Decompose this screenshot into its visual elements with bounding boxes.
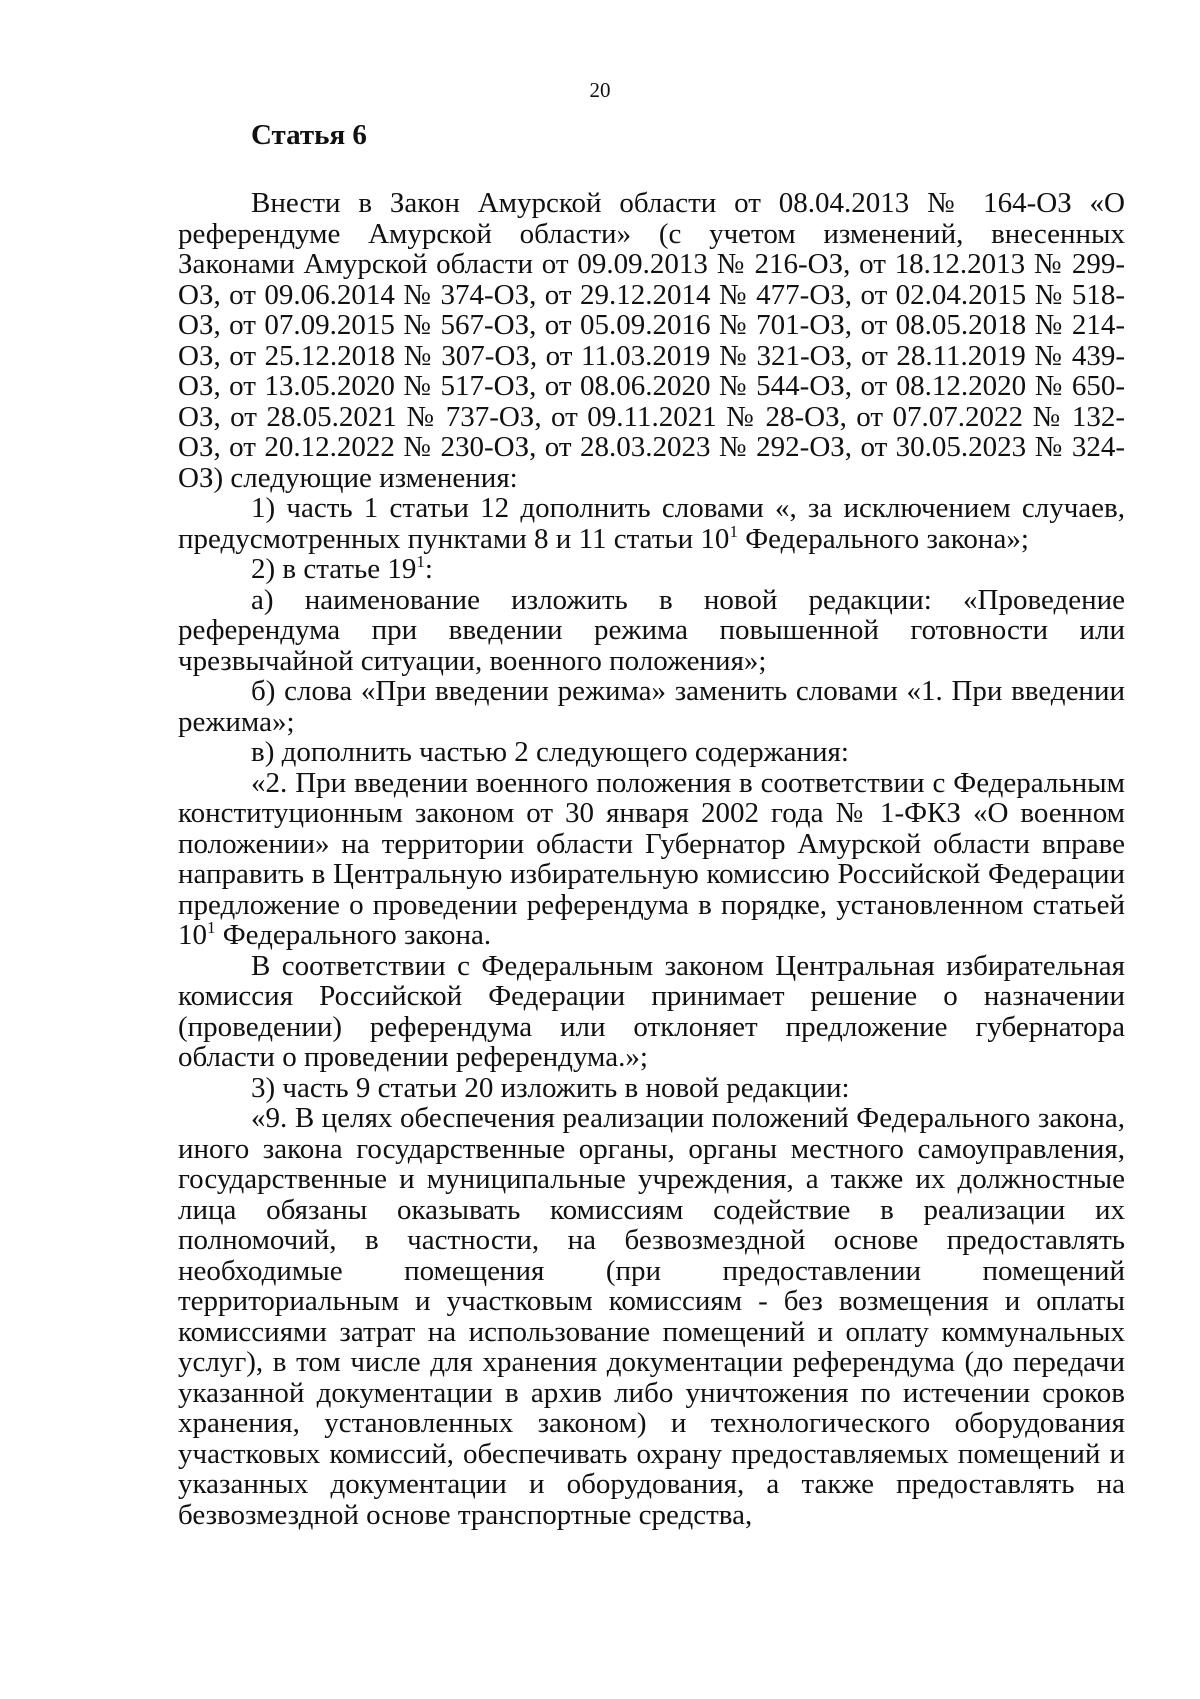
- paragraph-item-1: [178, 493, 1125, 554]
- paragraph-quote-2-cont: В соответствии с Федеральным законом Центральная избирательная комиссия Российской Федерации принимает решение о назначении (проведении) референдума или отклоняет предложение губернатора области о проведении референдума.»;: [178, 949, 1125, 1073]
- superscript: 1: [207, 918, 216, 937]
- paragraph-item-2a: а) наименование изложить в новой редакции: «Проведение референдума при введении режима повышенной готовности или чрезвычайной ситуации, военного положения»;: [178, 583, 1125, 677]
- paragraph-item-3: 3) часть 9 статьи 20 изложить в новой редакции:: [251, 1071, 850, 1104]
- article-title: Статья 6: [251, 119, 367, 151]
- paragraph-text: :: [424, 553, 433, 585]
- paragraph-item-2: [178, 554, 1125, 585]
- paragraph-text: 1) часть 1 статьи 12 дополнить словами «, за исключением случаев, предусмотренных пунктами 8 и 11 статьи 10: [178, 492, 1125, 555]
- paragraph-quote-2: [178, 768, 1125, 951]
- page-number: 20: [589, 78, 611, 102]
- document-body: [178, 188, 1125, 1530]
- paragraph-intro: Внести в Закон Амурской области от 08.04.2013 № 164-ОЗ «О референдуме Амурской области» (с учетом изменений, внесенных Законами Амурской области от 09.09.2013 № 216-ОЗ, от 18.12.2013 № 299-ОЗ, от 09.06.2014 № 374-ОЗ, от 29.12.2014 № 477-ОЗ, от 02.04.2015 № 518-ОЗ, от 07.09.2015 № 567-ОЗ, от 05.09.2016 № 701-ОЗ, от 08.05.2018 № 214-ОЗ, от 25.12.2018 № 307-ОЗ, от 11.03.2019 № 321-ОЗ, от 28.11.2019 № 439-ОЗ, от 13.05.2020 № 517-ОЗ, от 08.06.2020 № 544-ОЗ, от 08.12.2020 № 650-ОЗ, от 28.05.2021 № 737-ОЗ, от 09.11.2021 № 28-ОЗ, от 07.07.2022 № 132-ОЗ, от 20.12.2022 № 230-ОЗ, от 28.03.2023 № 292-ОЗ, от 30.05.2023 № 324-ОЗ) следующие изменения:: [178, 187, 1125, 494]
- paragraph-quote-9: «9. В целях обеспечения реализации положений Федерального закона, иного закона государственные органы, органы местного самоуправления, государственные и муниципальные учреждения, а также их должностные лица обязаны оказывать комиссиям содействие в реализации их полномочий, в частности, на безвозмездной основе предоставлять необходимые помещения (при предоставлении помещений территориальным и участковым комиссиям - без возмещения и оплаты комиссиями затрат на использование помещений и оплату коммунальных услуг), в том числе для хранения документации референдума (до передачи указанной документации в архив либо уничтожения по истечении сроков хранения, установленных законом) и технологического оборудования участковых комиссий, обеспечивать охрану предоставляемых помещений и указанных документации и оборудования, а также предоставлять на безвозмездной основе транспортные средства,: [178, 1102, 1125, 1531]
- paragraph-text: 2) в статье 19: [251, 553, 417, 585]
- paragraph-item-2c: в) дополнить частью 2 следующего содержания:: [251, 736, 849, 768]
- superscript: 1: [416, 552, 425, 571]
- superscript: 1: [729, 521, 738, 541]
- paragraph-text: «2. При введении военного положения в соответствии с Федеральным конституционным законом от 30 января 2002 года № 1-ФКЗ «О военном положении» на территории области Губернатор Амурской области вправе направить в Центральную избирательную комиссию Российской Федерации предложение о проведении референдума в порядке, установленном статьей 10: [178, 766, 1125, 951]
- paragraph-text: Федерального закона»;: [737, 522, 1029, 555]
- paragraph-text: Федерального закона.: [215, 919, 492, 951]
- paragraph-item-2b: б) слова «При введении режима» заменить словами «1. При введении режима»;: [178, 675, 1125, 738]
